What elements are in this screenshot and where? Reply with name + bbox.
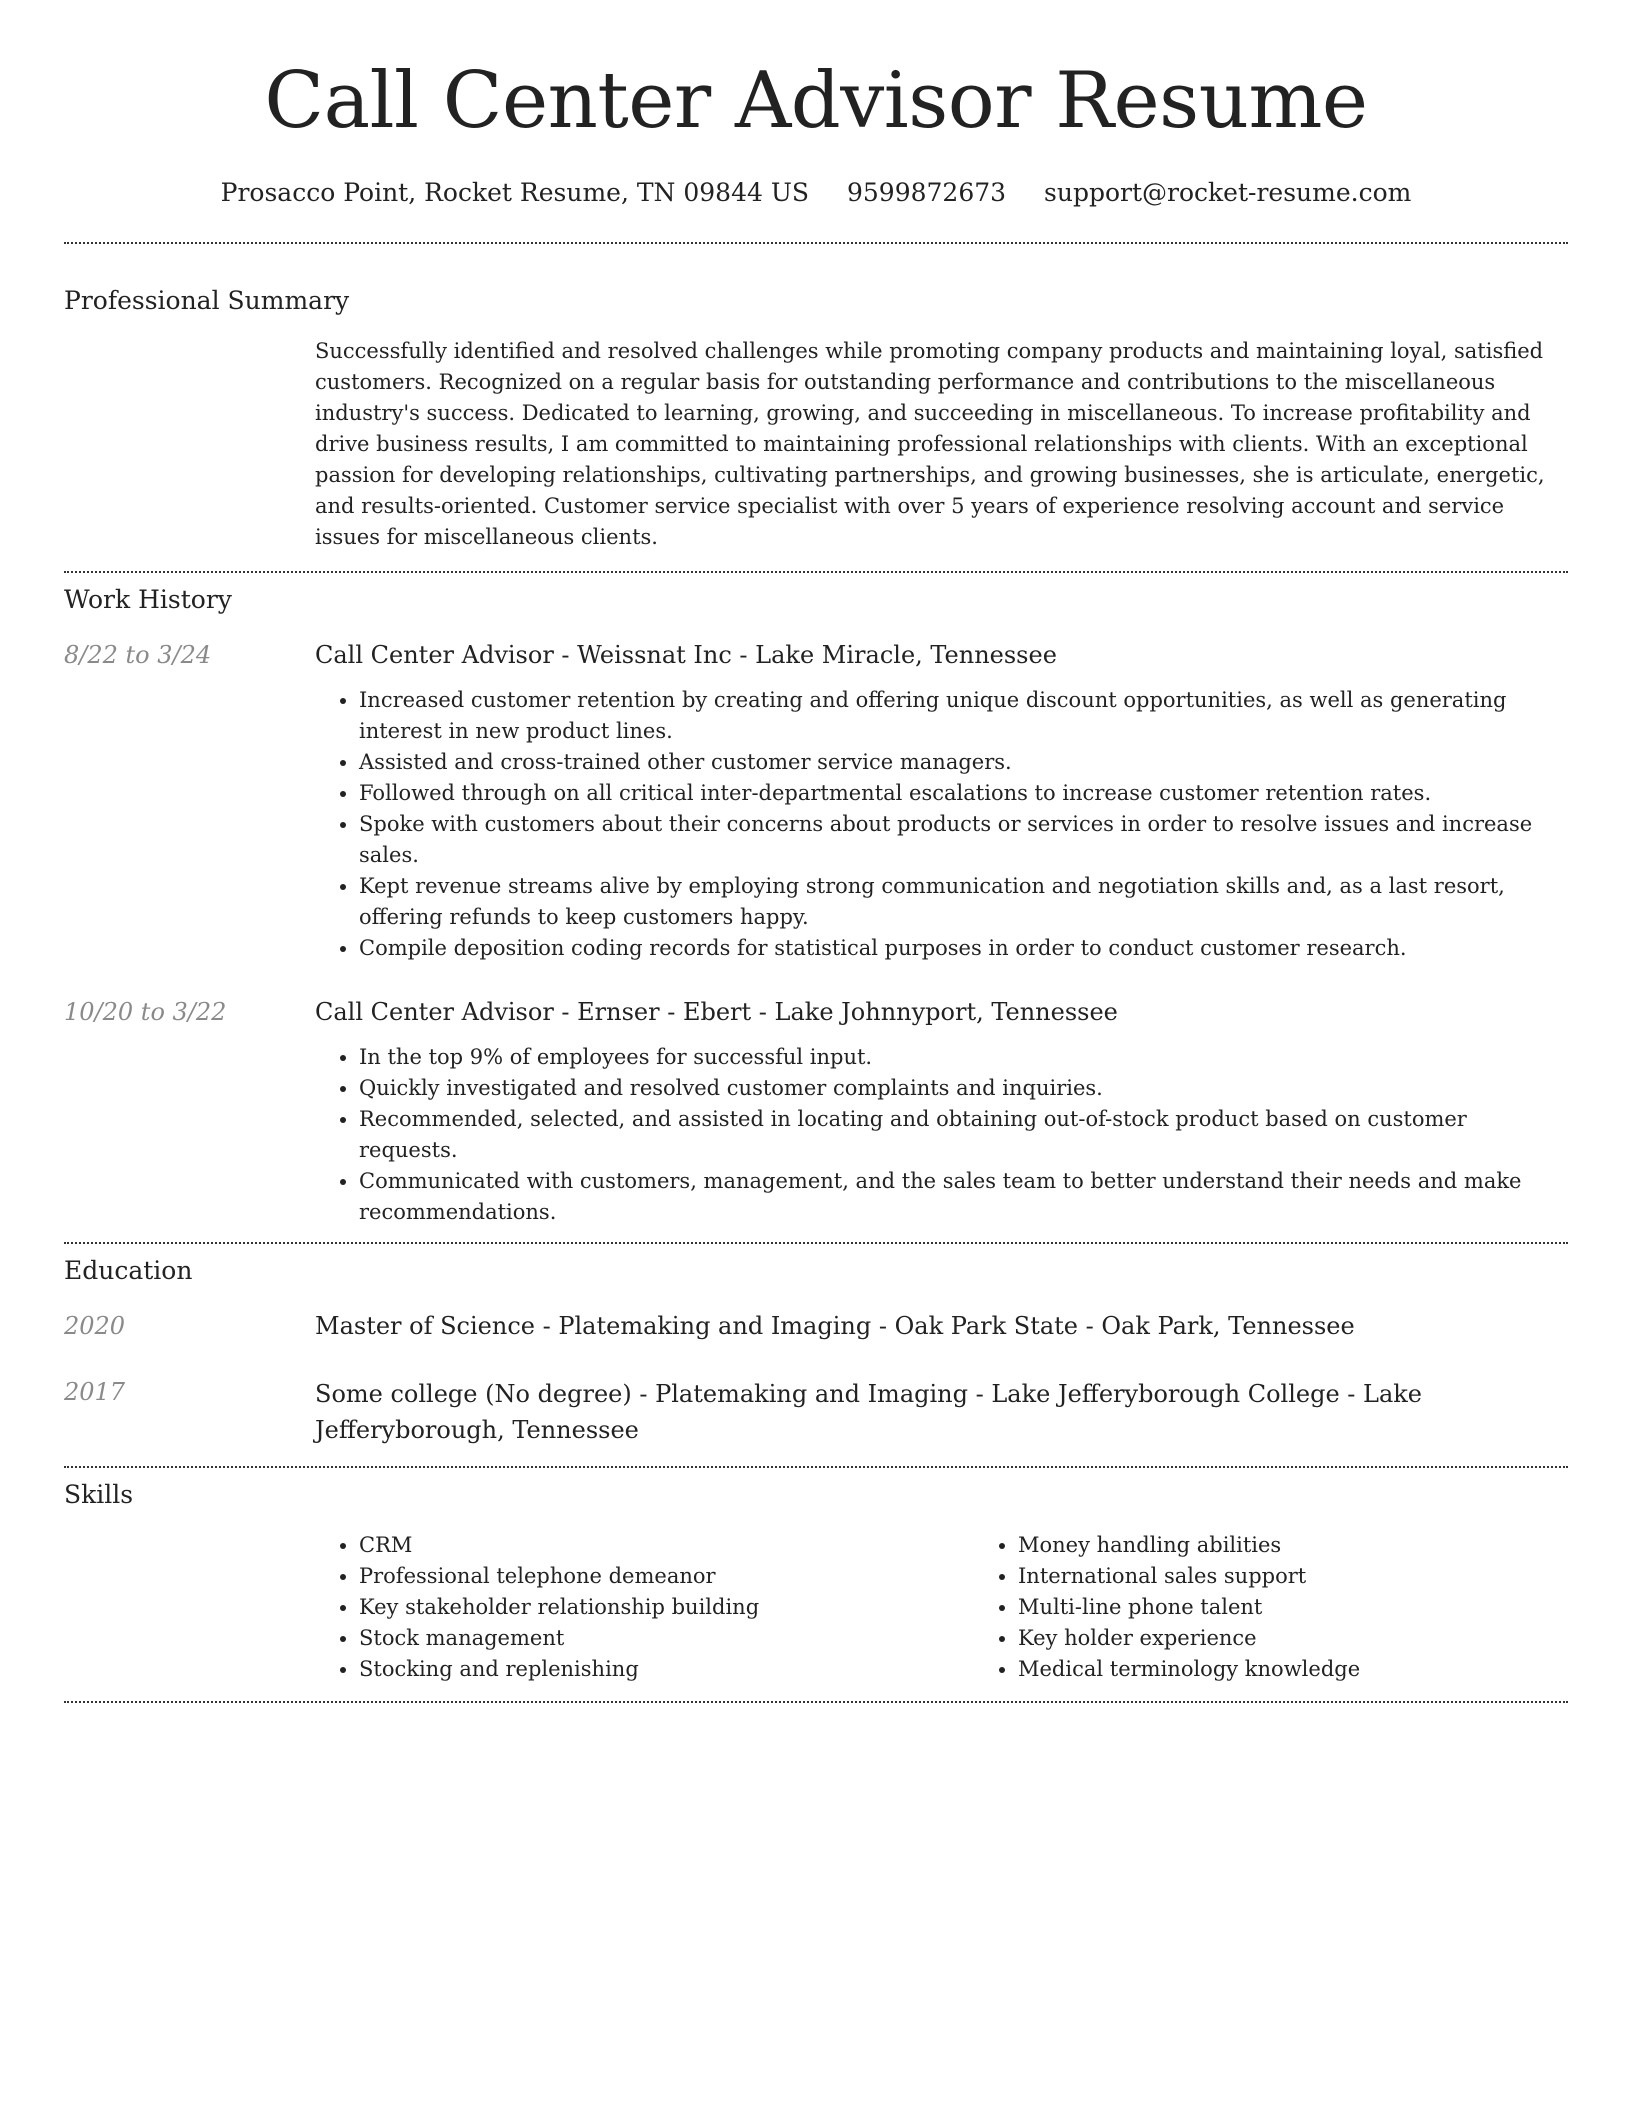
- job-bullet: • Increased customer retention by creating and offering unique discount opportunities, as well as generating interest in new product lines.: [359, 685, 1568, 747]
- skill-item: • Stock management: [359, 1623, 974, 1654]
- skills-divider: [64, 1701, 1568, 1703]
- section-heading-skills: Skills: [64, 1480, 134, 1509]
- contact-email: support@rocket-resume.com: [1044, 178, 1412, 207]
- job-dates: 10/20 to 3/22: [64, 998, 227, 1026]
- contact-line: [64, 176, 1568, 210]
- education-year: 2017: [64, 1378, 126, 1406]
- skills-list-left: [315, 1530, 974, 1685]
- education-detail: Some college (No degree) - Platemaking and Imaging - Lake Jefferyborough College - Lake Jefferyborough, Tennessee: [315, 1380, 1423, 1444]
- job-bullet: • Assisted and cross-trained other customer service managers.: [359, 747, 1568, 778]
- skills-section: [64, 1468, 1568, 1701]
- skill-item: • Stocking and replenishing: [359, 1654, 974, 1685]
- skill-item: • Key stakeholder relationship building: [359, 1592, 974, 1623]
- education-detail: Master of Science - Platemaking and Imaging - Oak Park State - Oak Park, Tennessee: [315, 1312, 1355, 1340]
- summary-spacer: [64, 336, 315, 553]
- work-history-section: [64, 573, 1568, 1242]
- job-bullet: • Recommended, selected, and assisted in locating and obtaining out-of-stock product based on customer requests.: [359, 1104, 1568, 1166]
- job-bullet: • Kept revenue streams alive by employing strong communication and negotiation skills and, as a last resort, offering refunds to keep customers happy.: [359, 871, 1568, 933]
- job-entry: [64, 996, 1568, 1228]
- resume-title: Call Center Advisor Resume: [264, 56, 1368, 146]
- education-year: 2020: [64, 1312, 126, 1340]
- skill-item: • CRM: [359, 1530, 974, 1561]
- summary-text: Successfully identified and resolved challenges while promoting company products and maintaining loyal, satisfied customers. Recognized on a regular basis for outstanding performance and contributions to the miscellaneous industry's success. Dedicated to learning, growing, and succeeding in miscellaneous. To increase profitability and drive business results, I am committed to maintaining professional relationships with clients. With an exceptional passion for developing relationships, cultivating partnerships, and growing businesses, she is articulate, energetic, and results-oriented. Customer service specialist with over 5 years of experience resolving account and service issues for miscellaneous clients.: [315, 339, 1545, 549]
- job-bullet: • Compile deposition coding records for statistical purposes in order to conduct customer research.: [359, 933, 1568, 964]
- job-bullet: • Communicated with customers, management, and the sales team to better understand their needs and make recommendations.: [359, 1166, 1568, 1228]
- skill-item: • International sales support: [1018, 1561, 1632, 1592]
- skills-spacer: [64, 1530, 315, 1685]
- job-title: Call Center Advisor - Weissnat Inc - Lake Miracle, Tennessee: [315, 641, 1057, 669]
- skill-item: • Medical terminology knowledge: [1018, 1654, 1632, 1685]
- job-entry: [64, 639, 1568, 964]
- section-heading-education: Education: [64, 1256, 193, 1285]
- contact-address: Prosacco Point, Rocket Resume, TN 09844 US: [220, 178, 810, 207]
- skill-item: • Money handling abilities: [1018, 1530, 1632, 1561]
- job-bullet: • In the top 9% of employees for successful input.: [359, 1042, 1568, 1073]
- section-heading-work-history: Work History: [64, 585, 232, 614]
- skills-grid: [315, 1530, 1632, 1685]
- summary-section: [64, 244, 1568, 571]
- resume-page: [64, 0, 1568, 1703]
- skill-item: • Key holder experience: [1018, 1623, 1632, 1654]
- job-bullet: • Followed through on all critical inter-departmental escalations to increase customer retention rates.: [359, 778, 1568, 809]
- job-title: Call Center Advisor - Ernser - Ebert - Lake Johnnyport, Tennessee: [315, 998, 1118, 1026]
- education-section: [64, 1244, 1568, 1466]
- job-bullet: • Spoke with customers about their concerns about products or services in order to resolve issues and increase sales.: [359, 809, 1568, 871]
- job-dates: 8/22 to 3/24: [64, 641, 212, 669]
- job-bullets: [315, 685, 1568, 964]
- skill-item: • Multi-line phone talent: [1018, 1592, 1632, 1623]
- skill-item: • Professional telephone demeanor: [359, 1561, 974, 1592]
- contact-phone: 9599872673: [847, 178, 1007, 207]
- job-bullet: • Quickly investigated and resolved customer complaints and inquiries.: [359, 1073, 1568, 1104]
- education-entry: [64, 1376, 1568, 1448]
- education-entry: [64, 1310, 1568, 1342]
- skills-list-right: [974, 1530, 1632, 1685]
- section-heading-summary: Professional Summary: [64, 286, 350, 315]
- job-bullets: [315, 1042, 1568, 1228]
